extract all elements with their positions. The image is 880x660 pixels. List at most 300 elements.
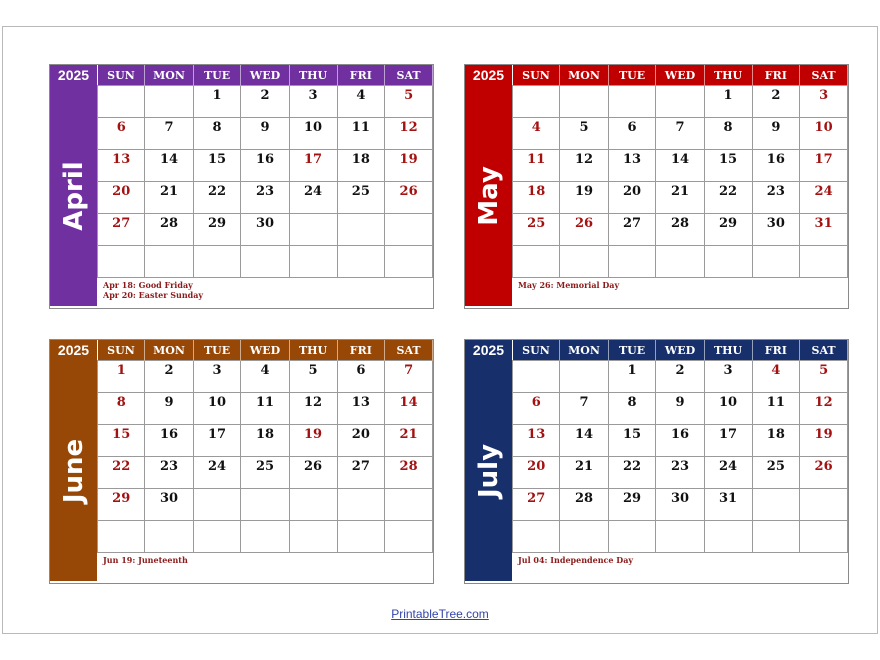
day-number: 16 — [255, 152, 275, 167]
week-row — [98, 214, 433, 246]
day-cell — [752, 86, 800, 118]
day-number: 18 — [766, 427, 785, 442]
day-number: 20 — [622, 184, 642, 199]
weekday-header: SUN — [98, 65, 145, 86]
day-number — [241, 521, 288, 523]
day-number — [609, 86, 656, 88]
day-cell — [385, 521, 433, 553]
day-number: 17 — [718, 427, 738, 442]
day-cell — [656, 150, 704, 182]
day-cell — [656, 182, 704, 214]
day-number — [241, 489, 288, 491]
day-number — [98, 86, 144, 88]
day-cell — [656, 521, 704, 553]
day-number: 7 — [579, 395, 589, 410]
day-number: 24 — [207, 459, 227, 474]
day-number: 14 — [574, 427, 594, 442]
day-number: 24 — [814, 184, 833, 199]
day-cell — [513, 150, 560, 182]
day-number — [290, 246, 337, 248]
day-cell — [337, 393, 385, 425]
day-number: 5 — [404, 88, 414, 103]
week-row — [98, 489, 433, 521]
day-cell — [98, 425, 145, 457]
day-cell — [337, 521, 385, 553]
day-cell — [513, 86, 560, 118]
day-number: 28 — [574, 491, 594, 506]
day-cell — [337, 182, 385, 214]
day-number — [194, 489, 241, 491]
year-label: 2025 — [50, 65, 97, 85]
weekday-header: THU — [289, 65, 337, 86]
day-cell — [289, 214, 337, 246]
week-row — [513, 361, 848, 393]
day-number: 30 — [670, 491, 690, 506]
weekday-header-row — [98, 65, 433, 86]
week-row — [513, 521, 848, 553]
week-row — [513, 214, 848, 246]
weekday-header: WED — [656, 65, 704, 86]
day-number: 5 — [819, 363, 829, 378]
day-number: 13 — [112, 152, 131, 167]
day-number — [513, 86, 559, 88]
day-cell — [800, 150, 848, 182]
day-number — [513, 361, 559, 363]
day-number: 3 — [723, 363, 733, 378]
day-cell — [513, 182, 560, 214]
day-number: 1 — [627, 363, 637, 378]
day-number — [338, 214, 385, 216]
day-cell — [98, 118, 145, 150]
day-cell — [289, 489, 337, 521]
day-cell — [513, 489, 560, 521]
day-number: 7 — [164, 120, 174, 135]
day-number: 19 — [399, 152, 418, 167]
day-cell — [656, 393, 704, 425]
day-number: 14 — [670, 152, 690, 167]
day-number — [753, 246, 800, 248]
day-cell — [337, 86, 385, 118]
day-number — [560, 86, 607, 88]
day-number: 13 — [351, 395, 370, 410]
day-cell — [193, 214, 241, 246]
weekday-header: FRI — [752, 65, 800, 86]
day-cell — [145, 214, 193, 246]
day-cell — [560, 86, 608, 118]
day-number: 4 — [531, 120, 541, 135]
holiday-note: Apr 18: Good Friday — [103, 280, 193, 290]
day-number — [705, 521, 752, 523]
weekday-header: THU — [289, 340, 337, 361]
day-cell — [241, 457, 289, 489]
month-sidebar — [465, 340, 512, 583]
day-number — [753, 521, 800, 523]
weekday-header: SUN — [513, 340, 560, 361]
day-number: 7 — [404, 363, 414, 378]
day-cell — [193, 521, 241, 553]
day-number: 10 — [718, 395, 738, 410]
month-grid — [97, 340, 433, 553]
holiday-notes — [512, 277, 848, 308]
day-number — [290, 521, 337, 523]
day-cell — [241, 361, 289, 393]
day-cell — [656, 361, 704, 393]
day-cell — [98, 521, 145, 553]
day-cell — [704, 214, 752, 246]
day-cell — [752, 246, 800, 278]
day-number: 26 — [303, 459, 323, 474]
day-cell — [560, 361, 608, 393]
day-number — [705, 246, 752, 248]
day-number — [385, 521, 432, 523]
day-number: 1 — [212, 88, 222, 103]
day-number: 6 — [116, 120, 126, 135]
day-cell — [656, 489, 704, 521]
month-name-text: June — [58, 438, 89, 503]
day-cell — [800, 393, 848, 425]
day-cell — [337, 489, 385, 521]
week-row — [513, 182, 848, 214]
day-cell — [752, 393, 800, 425]
day-number: 3 — [308, 88, 318, 103]
weekday-header-row — [98, 340, 433, 361]
day-cell — [385, 118, 433, 150]
day-cell — [241, 489, 289, 521]
weekday-header: MON — [145, 340, 193, 361]
month-sidebar — [465, 65, 512, 308]
day-number — [656, 246, 703, 248]
day-cell — [337, 425, 385, 457]
weekday-header: FRI — [337, 65, 385, 86]
month-grid — [512, 65, 848, 278]
day-number — [560, 361, 607, 363]
weekday-header-row — [513, 65, 848, 86]
holiday-notes — [97, 277, 433, 308]
day-cell — [608, 150, 656, 182]
holiday-note: May 26: Memorial Day — [518, 280, 620, 290]
day-cell — [289, 393, 337, 425]
weekday-header: SAT — [800, 65, 848, 86]
day-number: 22 — [622, 459, 642, 474]
day-cell — [145, 393, 193, 425]
weekday-header: MON — [560, 65, 608, 86]
source-link[interactable]: PrintableTree.com — [391, 607, 489, 621]
day-cell — [193, 393, 241, 425]
day-cell — [704, 118, 752, 150]
day-cell — [656, 425, 704, 457]
day-cell — [513, 214, 560, 246]
day-cell — [193, 182, 241, 214]
day-cell — [656, 86, 704, 118]
day-cell — [337, 150, 385, 182]
day-cell — [193, 457, 241, 489]
month-name — [465, 85, 512, 306]
day-cell — [241, 118, 289, 150]
month-calendar-july — [464, 339, 849, 584]
weekday-header: WED — [241, 65, 289, 86]
day-cell — [752, 425, 800, 457]
week-row — [98, 246, 433, 278]
day-cell — [98, 489, 145, 521]
day-number: 18 — [527, 184, 546, 199]
day-cell — [337, 361, 385, 393]
day-number — [609, 521, 656, 523]
day-number: 31 — [718, 491, 738, 506]
day-number: 22 — [112, 459, 131, 474]
week-row — [98, 521, 433, 553]
day-cell — [385, 246, 433, 278]
day-cell — [193, 361, 241, 393]
day-cell — [513, 118, 560, 150]
day-cell — [98, 86, 145, 118]
day-cell — [752, 150, 800, 182]
day-cell — [560, 214, 608, 246]
day-number: 20 — [351, 427, 370, 442]
day-cell — [800, 425, 848, 457]
day-number: 27 — [351, 459, 370, 474]
day-number: 22 — [718, 184, 738, 199]
day-number — [241, 246, 288, 248]
day-number: 25 — [351, 184, 370, 199]
day-cell — [656, 246, 704, 278]
day-cell — [560, 457, 608, 489]
day-number: 15 — [718, 152, 738, 167]
day-cell — [608, 393, 656, 425]
holiday-note: Jul 04: Independence Day — [518, 555, 634, 565]
day-cell — [704, 393, 752, 425]
day-cell — [289, 182, 337, 214]
day-number: 1 — [116, 363, 126, 378]
day-number: 14 — [159, 152, 179, 167]
day-cell — [145, 118, 193, 150]
day-number: 11 — [527, 152, 546, 167]
day-cell — [145, 182, 193, 214]
day-number: 16 — [670, 427, 690, 442]
day-number: 21 — [574, 459, 594, 474]
day-number — [145, 246, 192, 248]
day-number — [98, 521, 144, 523]
day-number — [338, 246, 385, 248]
day-cell — [704, 86, 752, 118]
day-cell — [560, 246, 608, 278]
day-cell — [337, 118, 385, 150]
day-cell — [800, 118, 848, 150]
day-number: 19 — [574, 184, 594, 199]
week-row — [98, 182, 433, 214]
year-label: 2025 — [50, 340, 97, 360]
day-cell — [608, 425, 656, 457]
day-number: 23 — [670, 459, 690, 474]
day-cell — [193, 425, 241, 457]
month-name — [50, 360, 97, 581]
day-number — [385, 246, 432, 248]
day-number: 29 — [622, 491, 642, 506]
day-cell — [289, 86, 337, 118]
day-number — [145, 521, 192, 523]
day-cell — [560, 393, 608, 425]
day-number — [753, 489, 800, 491]
day-cell — [193, 150, 241, 182]
holiday-notes — [97, 552, 433, 583]
day-number: 10 — [814, 120, 833, 135]
day-number — [656, 521, 703, 523]
day-number: 26 — [814, 459, 833, 474]
week-row — [98, 457, 433, 489]
weekday-header: TUE — [608, 65, 656, 86]
day-cell — [98, 150, 145, 182]
weekday-header: THU — [704, 340, 752, 361]
day-number: 9 — [164, 395, 174, 410]
holiday-notes — [512, 552, 848, 583]
day-number: 25 — [766, 459, 785, 474]
day-cell — [704, 521, 752, 553]
day-number: 3 — [212, 363, 222, 378]
week-row — [513, 118, 848, 150]
day-cell — [385, 182, 433, 214]
day-number: 8 — [116, 395, 126, 410]
week-row — [513, 150, 848, 182]
week-row — [513, 86, 848, 118]
week-row — [513, 489, 848, 521]
day-cell — [145, 457, 193, 489]
day-number: 8 — [627, 395, 637, 410]
day-number: 12 — [399, 120, 418, 135]
holiday-note: Jun 19: Juneteenth — [103, 555, 188, 565]
day-number: 12 — [814, 395, 833, 410]
day-number: 19 — [814, 427, 833, 442]
weekday-header: SUN — [98, 340, 145, 361]
day-cell — [704, 150, 752, 182]
week-row — [513, 425, 848, 457]
day-number: 22 — [207, 184, 227, 199]
day-number: 28 — [670, 216, 690, 231]
day-cell — [337, 246, 385, 278]
day-cell — [337, 214, 385, 246]
day-cell — [241, 246, 289, 278]
day-number: 25 — [255, 459, 275, 474]
day-cell — [385, 86, 433, 118]
day-number: 26 — [399, 184, 418, 199]
day-number — [338, 521, 385, 523]
weekday-header: MON — [560, 340, 608, 361]
day-number: 11 — [351, 120, 370, 135]
day-number — [385, 214, 432, 216]
weekday-header: WED — [656, 340, 704, 361]
day-number: 9 — [260, 120, 270, 135]
day-cell — [145, 521, 193, 553]
day-number: 29 — [207, 216, 227, 231]
weekday-header: FRI — [337, 340, 385, 361]
weekday-header: THU — [704, 65, 752, 86]
month-name-text: May — [473, 165, 504, 226]
day-number: 23 — [766, 184, 785, 199]
day-number: 27 — [622, 216, 642, 231]
day-cell — [385, 393, 433, 425]
day-number: 3 — [819, 88, 829, 103]
month-name-text: July — [473, 443, 504, 498]
day-cell — [241, 393, 289, 425]
day-cell — [608, 246, 656, 278]
day-cell — [513, 457, 560, 489]
month-calendar-june — [49, 339, 434, 584]
day-cell — [289, 457, 337, 489]
day-number: 2 — [164, 363, 174, 378]
weekday-header: SAT — [385, 65, 433, 86]
day-cell — [289, 150, 337, 182]
day-cell — [800, 361, 848, 393]
month-calendar-may — [464, 64, 849, 309]
day-number: 20 — [112, 184, 131, 199]
day-cell — [289, 361, 337, 393]
day-number: 2 — [675, 363, 685, 378]
day-number — [290, 214, 337, 216]
day-cell — [560, 182, 608, 214]
day-cell — [289, 521, 337, 553]
month-grid — [512, 340, 848, 553]
day-number: 21 — [670, 184, 690, 199]
day-number: 2 — [260, 88, 270, 103]
day-number: 2 — [771, 88, 781, 103]
day-number — [513, 521, 559, 523]
year-label: 2025 — [465, 65, 512, 85]
day-number — [800, 246, 847, 248]
day-number: 6 — [356, 363, 366, 378]
day-number: 16 — [159, 427, 179, 442]
day-cell — [656, 214, 704, 246]
day-cell — [752, 361, 800, 393]
week-row — [98, 150, 433, 182]
day-number: 4 — [356, 88, 366, 103]
day-number: 16 — [766, 152, 785, 167]
day-cell — [145, 489, 193, 521]
day-cell — [704, 182, 752, 214]
day-cell — [656, 457, 704, 489]
day-cell — [98, 246, 145, 278]
weekday-header: SAT — [800, 340, 848, 361]
day-cell — [98, 182, 145, 214]
week-row — [513, 393, 848, 425]
week-row — [98, 86, 433, 118]
day-cell — [608, 182, 656, 214]
day-number: 20 — [527, 459, 546, 474]
day-number: 13 — [527, 427, 546, 442]
day-cell — [145, 361, 193, 393]
day-cell — [560, 118, 608, 150]
day-number: 7 — [675, 120, 685, 135]
day-number: 15 — [622, 427, 642, 442]
day-cell — [608, 214, 656, 246]
week-row — [513, 457, 848, 489]
day-cell — [241, 150, 289, 182]
day-cell — [656, 118, 704, 150]
day-number: 23 — [255, 184, 275, 199]
day-number: 18 — [351, 152, 370, 167]
week-row — [98, 425, 433, 457]
day-cell — [608, 457, 656, 489]
day-number: 19 — [303, 427, 323, 442]
day-number — [560, 521, 607, 523]
weekday-header: SUN — [513, 65, 560, 86]
day-cell — [608, 118, 656, 150]
day-cell — [704, 425, 752, 457]
day-cell — [560, 425, 608, 457]
month-sidebar — [50, 65, 97, 308]
day-cell — [704, 489, 752, 521]
day-cell — [800, 521, 848, 553]
weekday-header: FRI — [752, 340, 800, 361]
week-row — [98, 361, 433, 393]
day-cell — [800, 246, 848, 278]
